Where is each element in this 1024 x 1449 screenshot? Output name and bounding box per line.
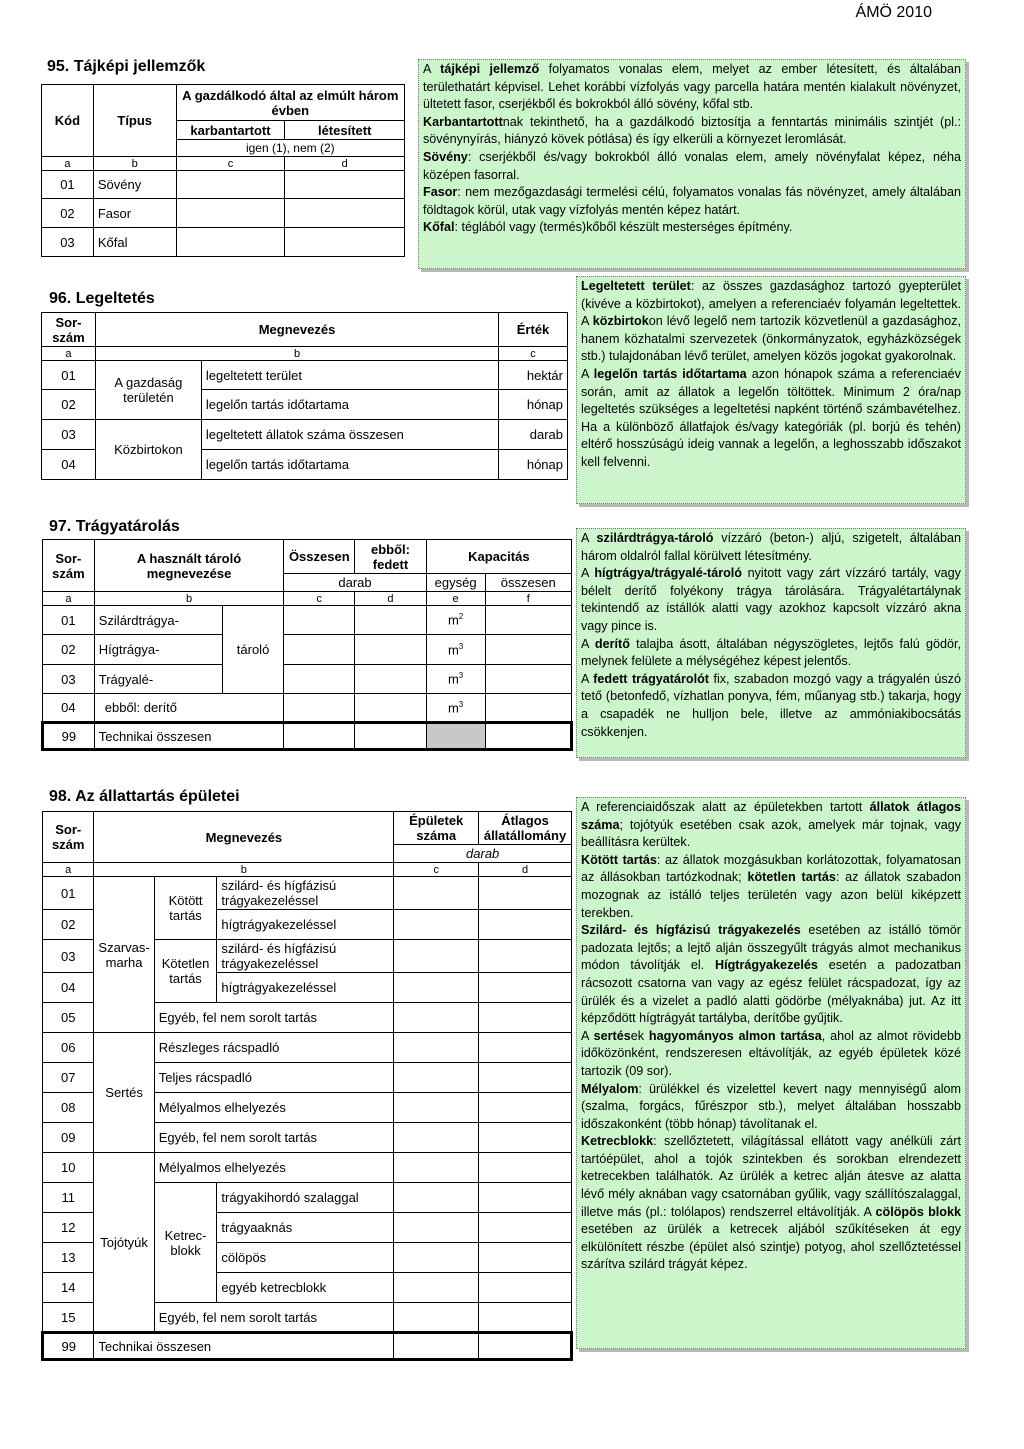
note-paragraph: [581, 852, 961, 922]
note-text: Szilárd- és hígfázisú trágyakezelés: [581, 923, 801, 938]
letter: a: [43, 863, 94, 877]
row-name: trágyakihordó szalaggal: [217, 1183, 394, 1213]
note-text: talajba ásott, általában négyszögletes, lejtős falú gödör, melynek felülete a mélységéhez képest jelentős.: [581, 636, 961, 669]
input-cell[interactable]: [394, 973, 479, 1003]
note-paragraph: [423, 61, 961, 114]
unit-darab: darab: [284, 574, 426, 592]
row-code: 09: [43, 1123, 94, 1153]
note-text: kötetlen tartás: [747, 870, 836, 885]
group-ketrecblokk: Ketrec-blokk: [154, 1183, 217, 1303]
note-text: azon hónapok száma a referenciaév során, amit az állatok a legelőn töltöttek. Minimum 2 óra/nap legeltetés szükséges a legeltetési napként történő számbavételhez. Ha a különböző állatfajok és/vagy kategóriák (pl. borjú és tehén) eltérő hosszúságú ideig vannak a legelőn, a leghosszabb időszakot kell felvenni.: [581, 366, 961, 469]
note-paragraph: [581, 671, 961, 741]
unit-label: igen (1), nem (2): [176, 140, 404, 157]
row-name: Trágyalé-: [94, 665, 222, 694]
col-sorszam: Sor-szám: [42, 313, 96, 347]
row-unit: hónap: [499, 450, 568, 480]
col-egyseg: egység: [426, 574, 485, 592]
row-code: 15: [43, 1303, 94, 1333]
col-tipus: Típus: [93, 85, 176, 157]
note-97: [576, 528, 966, 758]
input-cell[interactable]: [479, 1303, 572, 1333]
note-text: esetében az ürülék a ketrecek aljából szűkítéseken át egy elkülönített részbe (épület alsó szintje) potyog, ahol szellőztetéssel szárítva szilárd trágyát képez.: [581, 1222, 961, 1272]
row-unit: $m^3$: [426, 694, 485, 723]
col-karbantartott: karbantartott: [176, 121, 285, 140]
note-96: [576, 276, 966, 504]
input-cell[interactable]: [176, 171, 285, 199]
input-cell[interactable]: [394, 1303, 479, 1333]
input-cell[interactable]: [485, 635, 572, 665]
note-paragraph: [581, 1028, 961, 1081]
row-unit: $m^2$: [426, 606, 485, 635]
row-name: Egyéb, fel nem sorolt tartás: [154, 1003, 394, 1033]
letter: b: [95, 347, 498, 361]
input-cell[interactable]: [479, 1243, 572, 1273]
note-text: A referenciaidőszak alatt az épületekben tartott: [581, 800, 870, 814]
table-row: [43, 635, 572, 665]
section-98-title: 98. Az állattartás épületei: [49, 788, 240, 805]
note-paragraph: [581, 1081, 961, 1134]
col-ebbol-fedett: ebből: fedett: [355, 540, 426, 574]
note-text: A: [581, 671, 594, 686]
table-96: [41, 312, 568, 480]
input-cell[interactable]: [479, 877, 572, 910]
note-text: Ketrecblokk: [581, 1134, 654, 1149]
note-text: hagyományos almon tartása: [648, 1028, 822, 1043]
row-code: 04: [43, 694, 95, 723]
col-atlagos: Átlagos állatállomány: [479, 812, 572, 845]
col-group: A gazdálkodó által az elmúlt három évben: [176, 85, 404, 121]
total-row: [43, 1333, 572, 1360]
input-cell[interactable]: [479, 973, 572, 1003]
col-osszesen: Összesen: [284, 540, 355, 574]
group-sertes: Sertés: [94, 1033, 154, 1153]
note-98: [576, 797, 966, 1349]
col-megnevezes: Megnevezés: [95, 313, 498, 347]
input-cell[interactable]: [394, 1153, 479, 1183]
input-cell[interactable]: [176, 199, 285, 228]
note-text: Mélyalom: [581, 1081, 639, 1096]
input-cell[interactable]: [285, 228, 405, 257]
form-code: ÁMÖ 2010: [855, 4, 932, 21]
row-name: szilárd- és hígfázisú trágyakezeléssel: [217, 877, 394, 910]
input-cell[interactable]: [355, 606, 426, 635]
input-cell[interactable]: [479, 1033, 572, 1063]
note-text: A: [423, 62, 441, 76]
input-cell[interactable]: [394, 940, 479, 973]
note-paragraph: [581, 1133, 961, 1274]
table-95: [41, 84, 405, 257]
row-name: Mélyalmos elhelyezés: [154, 1093, 394, 1123]
row-code: 10: [43, 1153, 94, 1183]
input-cell[interactable]: [355, 635, 426, 665]
col-sorszam: Sor-szám: [43, 812, 94, 863]
row-name: Teljes rácspadló: [154, 1063, 394, 1093]
input-cell[interactable]: [394, 910, 479, 940]
input-cell[interactable]: [394, 1093, 479, 1123]
row-code: 02: [42, 390, 96, 420]
group-kotott: Kötött tartás: [154, 877, 217, 940]
letter: a: [43, 592, 95, 606]
table-row: [42, 171, 405, 199]
section-95-title: 95. Tájképi jellemzők: [47, 58, 206, 75]
note-95: [418, 59, 966, 269]
table-row: [42, 199, 405, 228]
row-name: Kőfal: [93, 228, 176, 257]
col-epuletek: Épületek száma: [394, 812, 479, 845]
note-text: : téglából vagy (termés)kőből készült mesterséges építmény.: [454, 220, 793, 235]
input-cell[interactable]: [394, 1183, 479, 1213]
input-cell[interactable]: [479, 910, 572, 940]
row-name: szilárd- és hígfázisú trágyakezeléssel: [217, 940, 394, 973]
row-code: 08: [43, 1093, 94, 1123]
group-label: A gazdaság területén: [95, 361, 201, 420]
note-paragraph: [581, 922, 961, 1028]
note-text: esetén a padozatban rácsozott csatorna van vagy az egész felület rácspadozat, így az ürülék és a vizelet a padló alatti gödörbe (mélyaknába) jut. Az itt képződött hígtrágyát tartályba, derítőbe gyűjtik.: [581, 958, 961, 1026]
input-cell[interactable]: [479, 1333, 572, 1360]
row-name: hígtrágyakezeléssel: [217, 910, 394, 940]
note-text: legelőn tartás időtartama: [593, 366, 747, 381]
row-name: Fasor: [93, 199, 176, 228]
letter: b: [93, 157, 176, 171]
input-cell[interactable]: [479, 1183, 572, 1213]
note-text: Hígtrágyakezelés: [714, 958, 818, 973]
input-cell[interactable]: [479, 1063, 572, 1093]
row-unit: $m^3$: [426, 635, 485, 665]
row-name: legeltetett állatok száma összesen: [201, 420, 498, 450]
col-ertek: Érték: [499, 313, 568, 347]
row-code: 03: [42, 420, 96, 450]
input-cell[interactable]: [394, 1273, 479, 1303]
col-kod: Kód: [42, 85, 94, 157]
note-paragraph: [581, 636, 961, 671]
row-name: hígtrágyakezeléssel: [217, 973, 394, 1003]
input-cell[interactable]: [176, 228, 285, 257]
group-tojotyuk: Tojótyúk: [94, 1153, 154, 1333]
row-unit: darab: [499, 420, 568, 450]
row-code: 01: [42, 171, 94, 199]
row-code: 03: [42, 228, 94, 257]
col-letesitett: létesített: [285, 121, 405, 140]
row-name: egyéb ketrecblokk: [217, 1273, 394, 1303]
total-row: [43, 723, 572, 750]
input-cell[interactable]: [355, 665, 426, 694]
note-paragraph: [423, 114, 961, 149]
col-taroló-megnevezese: A használt tároló megnevezése: [94, 540, 284, 592]
row-code: 12: [43, 1213, 94, 1243]
col-megnevezes: Megnevezés: [94, 812, 394, 863]
input-cell[interactable]: [479, 1093, 572, 1123]
input-cell[interactable]: [479, 1153, 572, 1183]
note-text: : szellőztetett, világítással ellátott vagy anélküli zárt tartóépület, ahol a tojók szintekben és sorokban elrendezett ketrecekben találhatók. Az ürülék a ketrec alján átesve az alatta lévő mély aknában vagy csatornában gyűlik, vagy szállítószalaggal, illetve más (pl.: tolólapos) rendszerrel eltávolítják. A: [581, 1134, 961, 1219]
table-98: [41, 811, 573, 1361]
input-cell[interactable]: [479, 940, 572, 973]
input-cell[interactable]: [479, 1003, 572, 1033]
note-text: fedett trágyatárolót: [593, 671, 709, 686]
row-name: Mélyalmos elhelyezés: [154, 1153, 394, 1183]
row-name: Sövény: [93, 171, 176, 199]
note-text: fix, szabadon mozgó vagy a trágyalén úszó tető (betonfedő, vízhatlan ponyva, fém, műanyag stb.) takarja, hogy a csapadék ne hulljon bele, illetve az ammóniakibocsátás csökkenjen.: [581, 671, 961, 739]
note-paragraph: [581, 799, 961, 852]
col-kap-osszesen: összesen: [485, 574, 572, 592]
input-cell[interactable]: [394, 877, 479, 910]
row-code: 11: [43, 1183, 94, 1213]
row-name: Szilárdtrágya-: [94, 606, 222, 635]
row-name: Egyéb, fel nem sorolt tartás: [154, 1123, 394, 1153]
letter: c: [499, 347, 568, 361]
note-text: folyamatos vonalas elem, melyet az ember létesített, és általában területhatárt képvisel. Lehet korábbi vízfolyás vagy parcella határa mentén kialakult növényzet, ültetett fasor, cserjékből és bokrokból álló sövény, kőfal stb.: [423, 62, 961, 112]
unit-darab: darab: [394, 845, 572, 863]
note-text: Legeltetett terület: [581, 279, 691, 293]
note-text: A: [581, 636, 595, 651]
row-code: 06: [43, 1033, 94, 1063]
note-text: tájképi jellemző: [440, 62, 540, 76]
row-code: 02: [43, 635, 95, 665]
input-cell[interactable]: [394, 1123, 479, 1153]
letter: d: [285, 157, 405, 171]
row-unit: hektár: [499, 361, 568, 390]
note-text: on lévő legelő nem tartozik közvetlenül a gazdasághoz, hanem közhatalmi szervezetek (önkormányzatok, egyházközségek stb.) tulajdonában lévő terület, amelyen közös jogokat gyakorolnak.: [581, 314, 961, 364]
input-cell[interactable]: [284, 635, 355, 665]
disabled-cell: [426, 723, 485, 750]
input-cell[interactable]: [285, 199, 405, 228]
note-text: A: [581, 1028, 594, 1043]
row-unit: $m^3$: [426, 665, 485, 694]
row-name: Technikai összesen: [94, 1333, 394, 1360]
table-97: [41, 539, 573, 751]
note-text: Kötött tartás: [581, 852, 657, 867]
table-row: [42, 361, 568, 390]
row-code: 03: [43, 665, 95, 694]
row-unit: hónap: [499, 390, 568, 420]
row-code: 99: [43, 1333, 94, 1360]
taroló-label: tároló: [222, 606, 284, 694]
letter: a: [42, 157, 94, 171]
input-cell[interactable]: [394, 1003, 479, 1033]
letter: e: [426, 592, 485, 606]
letter: d: [355, 592, 426, 606]
row-name: Hígtrágya-: [94, 635, 222, 665]
input-cell[interactable]: [394, 1333, 479, 1360]
table-row: [42, 420, 568, 450]
input-cell[interactable]: [485, 694, 572, 723]
note-paragraph: [423, 219, 961, 237]
note-paragraph: [423, 184, 961, 219]
section-97-title: 97. Trágyatárolás: [49, 518, 180, 535]
group-szarvasmarha: Szarvas-marha: [94, 877, 154, 1033]
row-code: 99: [43, 723, 95, 750]
row-code: 04: [43, 973, 94, 1003]
row-code: 03: [43, 940, 94, 973]
input-cell[interactable]: [485, 606, 572, 635]
row-name: trágyaaknás: [217, 1213, 394, 1243]
col-kapacitas: Kapacitás: [426, 540, 571, 574]
note-text: : nem mezőgazdasági termelési célú, folyamatos vonalas fás növényzet, amely általában földtagok körül, utak vagy vízfolyás mentén képez határt.: [423, 185, 961, 217]
section-96-title: 96. Legeltetés: [49, 290, 155, 307]
letter: b: [94, 592, 284, 606]
note-text: A: [581, 366, 594, 381]
note-paragraph: [581, 530, 961, 565]
row-code: 05: [43, 1003, 94, 1033]
letter: c: [284, 592, 355, 606]
row-name: Egyéb, fel nem sorolt tartás: [154, 1303, 394, 1333]
row-code: 01: [43, 877, 94, 910]
row-name: legelőn tartás időtartama: [201, 390, 498, 420]
row-name: cölöpös: [217, 1243, 394, 1273]
row-code: 13: [43, 1243, 94, 1273]
note-text: : az állatok szabadon mozognak az istálló teljes területén vagy azon belül kiképzett terekben.: [581, 870, 961, 920]
letter: f: [485, 592, 572, 606]
input-cell[interactable]: [285, 171, 405, 199]
row-code: 01: [43, 606, 95, 635]
input-cell[interactable]: [485, 665, 572, 694]
row-name: Részleges rácspadló: [154, 1033, 394, 1063]
note-text: közbirtok: [592, 314, 649, 329]
note-text: állatok átlagos száma: [581, 800, 961, 832]
note-text: cölöpös blokk: [875, 1204, 961, 1219]
note-text: A: [581, 531, 597, 545]
note-text: sertés: [593, 1028, 631, 1043]
row-code: 07: [43, 1063, 94, 1093]
letter: c: [176, 157, 285, 171]
group-kotetlen: Kötetlen tartás: [154, 940, 217, 1003]
input-cell[interactable]: [479, 1213, 572, 1243]
note-text: : cserjékből és/vagy bokrokból álló vonalas elem, amely növényfalat képez, néha középen fasorral.: [423, 149, 961, 182]
note-text: nak tekinthető, ha a gazdálkodó biztosítja a fenntartás minimális szintjét (pl.: sövénynyírás, hiányzó kövek pótlása) és így elkerüli a környezet leromlását.: [423, 114, 961, 147]
input-cell[interactable]: [355, 694, 426, 723]
input-cell[interactable]: [394, 1213, 479, 1243]
row-name: legelőn tartás időtartama: [201, 450, 498, 480]
note-text: Fasor: [423, 185, 458, 200]
note-text: vízzáró (beton-) aljú, szigetelt, általában három oldalról fallal körülvett létesítmény.: [581, 531, 961, 563]
input-cell[interactable]: [479, 1273, 572, 1303]
note-text: ek: [630, 1028, 649, 1043]
input-cell[interactable]: [479, 1123, 572, 1153]
input-cell[interactable]: [394, 1243, 479, 1273]
note-text: : az összes gazdasághoz tartozó gyepterület (kivéve a közbirtokot), amelyen a referenciaév folyamán legeltettek. A: [581, 279, 961, 329]
row-code: 01: [42, 361, 96, 390]
table-row: [43, 606, 572, 635]
table-row: [43, 694, 572, 723]
row-code: 04: [42, 450, 96, 480]
table-row: [43, 1153, 572, 1183]
row-code: 02: [42, 199, 94, 228]
row-name: legeltetett terület: [201, 361, 498, 390]
letter: b: [94, 863, 394, 877]
input-cell[interactable]: [394, 1033, 479, 1063]
input-cell[interactable]: [284, 694, 355, 723]
note-text: Kőfal: [423, 220, 455, 235]
table-row: [42, 228, 405, 257]
col-sorszam: Sor-szám: [43, 540, 95, 592]
note-text: derítő: [594, 636, 630, 651]
note-text: , ahol az almot rövidebb időközönként, rendszeresen eltávolítják, az egyéb épületek közé tartozik (09 sor).: [581, 1028, 961, 1078]
note-paragraph: [581, 366, 961, 472]
note-text: A: [581, 566, 595, 581]
input-cell[interactable]: [284, 723, 355, 750]
input-cell[interactable]: [355, 723, 426, 750]
note-text: : az állatok mozgásukban korlátozottak, folyamatosan az állásokban tartózkodnak;: [581, 852, 961, 885]
note-text: hígtrágya/trágyalé-tároló: [594, 566, 742, 581]
note-paragraph: [581, 278, 961, 366]
input-cell[interactable]: [485, 723, 572, 750]
note-text: Sövény: [423, 149, 468, 164]
input-cell[interactable]: [394, 1063, 479, 1093]
note-text: esetében az istálló tömör padozata lejtős; a lejtő alján összegyűlt trágyás almot mechanikus módon távolítják el.: [581, 923, 961, 973]
row-name: Technikai összesen: [94, 723, 284, 750]
note-text: ; tojótyúk esetében csak azok, amelyek már tojnak, vagy beállításra kerültek.: [581, 817, 961, 850]
note-text: nyitott vagy zárt vízzáró tartály, vagy bélelt derítő folyékony trágya tárolására. Trágyalétartálynak tekintendő az istállók alatti vagy azokhoz kapcsolt vízzáró akna vagy pince is.: [581, 566, 961, 633]
row-code: 02: [43, 910, 94, 940]
table-row: [43, 877, 572, 910]
input-cell[interactable]: [284, 665, 355, 694]
letter: c: [394, 863, 479, 877]
row-code: 14: [43, 1273, 94, 1303]
note-text: : ürülékkel és vizelettel kevert nagy mennyiségű alom (szalma, forgács, fűrészpor stb.), melyet általában hosszabb időszakonként (több hónap) távolítanak el.: [581, 1081, 961, 1131]
letter: d: [479, 863, 572, 877]
letter: a: [42, 347, 96, 361]
table-row: [43, 665, 572, 694]
note-text: Karbantartott: [423, 114, 503, 129]
input-cell[interactable]: [284, 606, 355, 635]
group-label: Közbirtokon: [95, 420, 201, 480]
note-text: szilárdtrágya-tároló: [596, 531, 714, 545]
note-paragraph: [581, 565, 961, 635]
table-row: [43, 1033, 572, 1063]
row-name: ebből: derítő: [94, 694, 284, 723]
note-paragraph: [423, 149, 961, 184]
